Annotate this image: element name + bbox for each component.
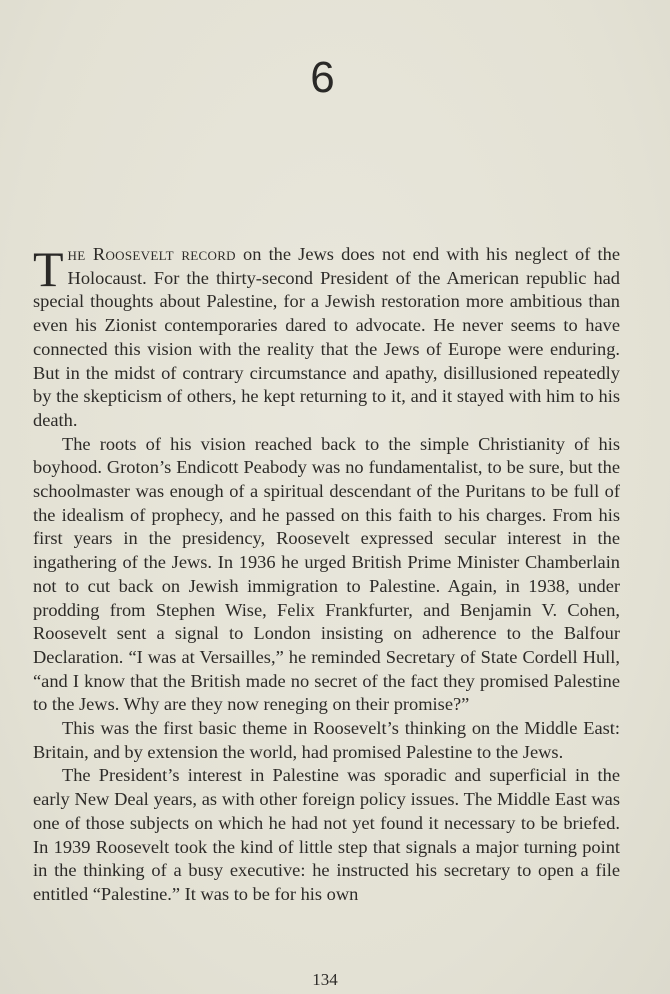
opening-paragraph: [33, 243, 620, 433]
page-number: 134: [312, 970, 338, 989]
chapter-body: [33, 243, 620, 907]
opening-small-caps: he Roosevelt record: [67, 244, 236, 264]
opening-text: on the Jews does not end with his neglect of the Holocaust. For the thirty-second President of the American republic had special thoughts about Palestine, for a Jewish restoration more ambitious than even his Zionist contemporaries dared to advocate. He never seems to have connected this vision with the reality that the Jews of Europe were enduring. But in the midst of contrary circumstance and apathy, disillusioned repeatedly by the skepticism of others, he kept returning to it, and it stayed with him to his death.: [33, 244, 621, 430]
drop-cap: T: [33, 241, 64, 297]
paragraph: The President’s interest in Palestine was sporadic and superficial in the early New Deal years, as with other foreign policy issues. The Middle East was one of those subjects on which he had not yet found it necessary to be briefed. In 1939 Roosevelt took the kind of little step that signals a major turning point in the thinking of a busy executive: he instructed his secretary to open a file entitled “Palestine.” It was to be for his own: [33, 765, 620, 904]
paragraph: The roots of his vision reached back to the simple Christianity of his boyhood. Groton’s Endicott Peabody was no fundamentalist, to be sure, but the schoolmaster was enough of a spiritual descendant of the Puritans to be full of the idealism of prophecy, and he passed on this faith to his charges. From his first years in the presidency, Roosevelt expressed secular interest in the ingathering of the Jews. In 1936 he urged British Prime Minister Chamberlain not to cut back on Jewish immigration to Palestine. Again, in 1938, under prodding from Stephen Wise, Felix Frankfurter, and Benjamin V. Cohen, Roosevelt sent a signal to London insisting on adherence to the Balfour Declaration. “I was at Versailles,” he reminded Secretary of State Cordell Hull, “and I know that the British made no secret of the fact they promised Palestine to the Jews. Why are they now reneging on their promise?”: [33, 433, 620, 715]
paragraph: This was the first basic theme in Roosevelt’s thinking on the Middle East: Britain, and by extension the world, had promised Palestine to the Jews.: [33, 718, 620, 762]
chapter-number: 6: [310, 53, 335, 102]
